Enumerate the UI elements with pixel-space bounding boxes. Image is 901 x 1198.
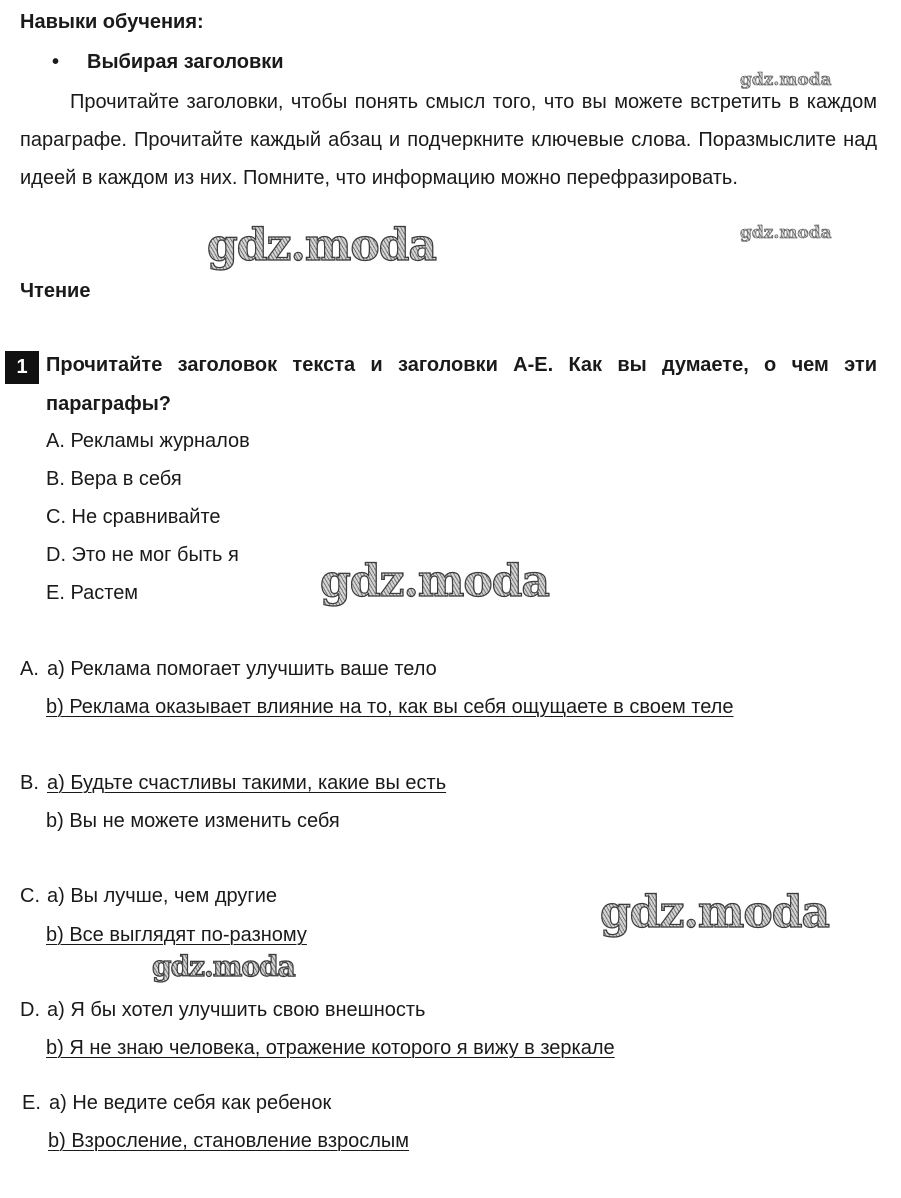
answer-option-underlined: b) Все выглядят по-разному	[46, 924, 307, 946]
watermark-logo: gdz.moda	[740, 70, 832, 90]
task-instruction-line2: параграфы?	[46, 393, 172, 415]
answer-letter: D.	[20, 999, 40, 1021]
watermark-logo: gdz.moda	[207, 220, 437, 271]
heading-option-b: B. Вера в себя	[46, 468, 182, 490]
heading-option-a: A. Рекламы журналов	[46, 430, 250, 452]
answer-option: a) Не ведите себя как ребенок	[49, 1092, 332, 1114]
answer-option-underlined: a) Будьте счастливы такими, какие вы есть	[47, 772, 447, 794]
heading-option-d: D. Это не мог быть я	[46, 544, 239, 566]
bullet-item: Выбирая заголовки	[87, 51, 284, 73]
watermark-logo: gdz.moda	[152, 950, 295, 983]
answer-option-underlined: b) Я не знаю человека, отражение которого я вижу в зеркале	[46, 1037, 615, 1059]
answer-letter: C.	[20, 885, 40, 907]
answer-option-underlined: b) Реклама оказывает влияние на то, как вы себя ощущаете в своем теле	[46, 696, 734, 718]
task-number-badge: 1	[5, 351, 39, 384]
answer-option: a) Я бы хотел улучшить свою внешность	[47, 999, 426, 1021]
watermark-logo: gdz.moda	[320, 556, 550, 607]
answer-option: a) Реклама помогает улучшить ваше тело	[47, 658, 437, 680]
answer-letter: E.	[22, 1092, 41, 1114]
answer-option: a) Вы лучше, чем другие	[47, 885, 277, 907]
bullet-icon: •	[52, 51, 60, 73]
answer-option-underlined: b) Взросление, становление взрослым	[48, 1130, 410, 1152]
heading-option-e: E. Растем	[46, 582, 139, 604]
intro-paragraph: Прочитайте заголовки, чтобы понять смысл того, что вы можете встретить в каждом параграфе. Прочитайте каждый абзац и подчеркните ключевые слова. Поразмыслите над идеей в каждом из них. Помните, что информацию можно перефразировать.	[20, 91, 877, 189]
task-instruction-line1: Прочитайте заголовок текста и заголовки A-E. Как вы думаете, о чем эти	[46, 354, 877, 376]
answer-letter: B.	[20, 772, 39, 794]
answer-option: b) Вы не можете изменить себя	[46, 810, 340, 832]
answer-letter: A.	[20, 658, 39, 680]
reading-heading: Чтение	[20, 280, 91, 302]
watermark-logo: gdz.moda	[740, 223, 832, 243]
heading-option-c: C. Не сравнивайте	[46, 506, 221, 528]
skills-heading: Навыки обучения:	[20, 11, 204, 33]
watermark-logo: gdz.moda	[600, 887, 830, 938]
